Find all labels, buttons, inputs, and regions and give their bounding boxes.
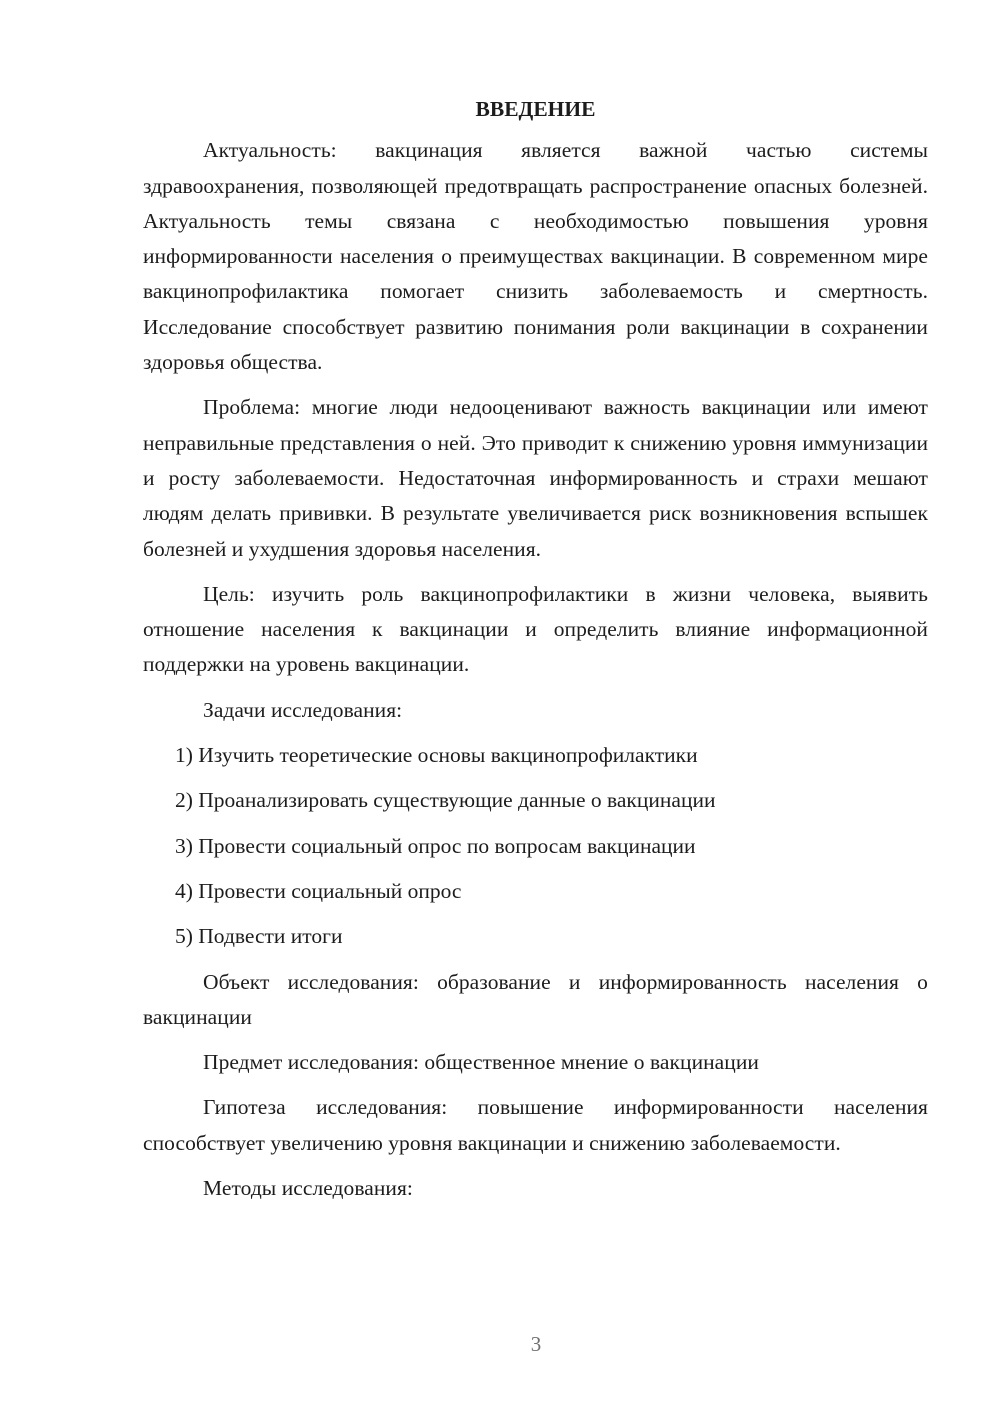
problem-paragraph: Проблема: многие люди недооценивают важность вакцинации или имеют неправильные представления о ней. Это приводит к снижению уровня иммунизации и росту заболеваемости. Недостаточная информированность и страхи мешают людям делать прививки. В результате увеличивается риск возникновения вспышек болезней и ухудшения здоровья населения. bbox=[143, 395, 928, 561]
goal-paragraph: Цель: изучить роль вакцинопрофилактики в жизни человека, выявить отношение населения к вакцинации и определить влияние информационной поддержки на уровень вакцинации. bbox=[143, 581, 928, 677]
methods-heading: Методы исследования: bbox=[203, 1176, 413, 1201]
task-item: 5) Подвести итоги bbox=[175, 924, 343, 949]
tasks-heading: Задачи исследования: bbox=[203, 697, 403, 722]
relevance-paragraph: Актуальность: вакцинация является важной частью системы здравоохранения, позволяющей предотвращать распространение опасных болезней. Актуальность темы связана с необходимостью повышения уровня информированности населения о преимуществах вакцинации. В современном мире вакцинопрофилактика помогает снизить заболеваемость и смертность. Исследование способствует развитию понимания роли вакцинации в сохранении здоровья общества. bbox=[143, 138, 928, 375]
task-item: 3) Провести социальный опрос по вопросам вакцинации bbox=[175, 833, 696, 858]
task-item: 4) Провести социальный опрос bbox=[175, 878, 462, 903]
object-paragraph: Объект исследования: образование и информированность населения о вакцинации bbox=[143, 969, 928, 1029]
task-item: 2) Проанализировать существующие данные о вакцинации bbox=[175, 788, 716, 813]
tasks-list bbox=[143, 738, 928, 954]
hypothesis-paragraph: Гипотеза исследования: повышение информированности населения способствует увеличению уровня вакцинации и снижению заболеваемости. bbox=[143, 1095, 928, 1155]
document-page bbox=[143, 92, 928, 1216]
page-number: 3 bbox=[530, 1332, 542, 1356]
subject-paragraph: Предмет исследования: общественное мнение о вакцинации bbox=[203, 1050, 759, 1075]
task-item: 1) Изучить теоретические основы вакцинопрофилактики bbox=[175, 743, 698, 768]
section-title: ВВЕДЕНИЕ bbox=[475, 97, 596, 121]
